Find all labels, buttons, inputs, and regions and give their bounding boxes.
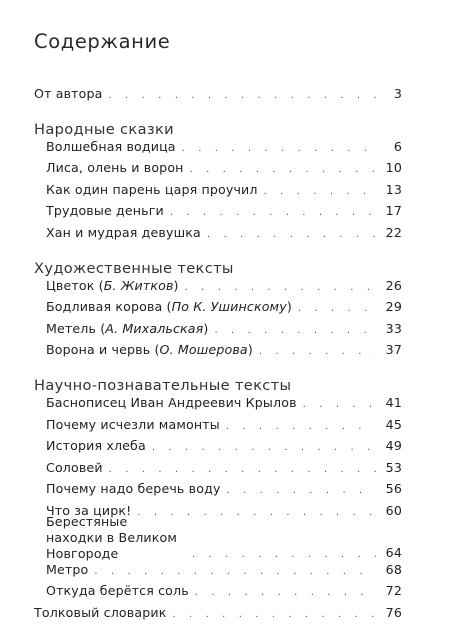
dot-leader [214,325,376,336]
page-number: 72 [385,583,402,599]
page-number: 49 [385,438,402,454]
entry-title [46,562,94,577]
page-number: 29 [385,299,402,315]
entry-author: А. Михальская [105,320,204,336]
dot-leader [226,421,376,432]
entry-title [46,583,195,598]
toc-entry [46,160,402,182]
toc-entry [46,583,402,605]
toc-entry [46,460,402,482]
entry-title [34,605,172,620]
toc-entry [46,139,402,161]
page-number: 76 [385,604,402,620]
page-number: 26 [385,277,402,293]
toc-entry [46,513,402,562]
dot-leader [172,609,376,620]
toc-entry [46,342,402,364]
toc-entry [46,438,402,460]
entry-title-text: Хан и мудрая девушка [46,224,201,240]
page-number: 22 [385,224,402,240]
entry-title [46,514,192,562]
toc-entry [46,562,402,584]
dot-leader [192,549,376,562]
dot-leader [182,143,376,154]
dot-leader [227,485,376,496]
entry-title-text: История хлеба [46,438,146,454]
entry-title-text: Баснописец Иван Андреевич Крылов [46,394,297,410]
entry-title [46,460,109,475]
table-of-contents [34,86,402,626]
entry-title-text: Почему исчезли мамонты [46,416,220,432]
entry-title-text: Трудовые деньги [46,203,164,219]
entry-title: Ворона и червь (О. Мошерова) [46,342,253,358]
page-number: 60 [385,502,402,518]
entry-title-text: Почему надо беречь воду [46,481,221,497]
toc-entry [46,203,402,225]
dot-leader [259,346,376,357]
page-number: 45 [385,416,402,432]
toc-entry [46,182,402,204]
page-number: 13 [385,181,402,197]
toc-entry [46,417,402,439]
dot-leader [207,229,376,240]
entry-title [46,417,226,432]
section-heading: Научно-познавательные тексты [34,376,292,394]
entry-title-text: Метро [46,561,89,577]
entry-title [46,438,152,453]
dot-leader [303,399,376,410]
toc-entry [46,481,402,503]
toc-entry [46,395,402,417]
toc-top-entry [34,86,402,108]
entry-title-text: От автора [34,86,103,101]
entry-title-text: Что за цирк! [46,502,132,518]
entry-title: Бодливая корова (По К. Ушинскому) [46,299,292,315]
page-number: 6 [393,138,402,154]
dot-leader [109,90,377,101]
page-number: 56 [385,481,402,497]
page-number: 10 [385,160,402,176]
entry-title: Цветок (Б. Житков) [46,277,179,293]
entry-title [46,160,190,175]
dot-leader [195,587,376,598]
entry-author: О. Мошерова [159,342,248,358]
section-heading: Народные сказки [34,120,174,138]
page-number: 64 [385,544,402,560]
dot-leader [170,207,376,218]
entry-title-text: Лиса, олень и ворон [46,160,184,176]
entry-title: Метель (А. Михальская) [46,320,209,336]
entry-title-text: Метель [46,320,97,336]
dot-leader [94,566,376,577]
entry-author: Б. Житков [103,277,174,293]
entry-title [46,139,182,154]
toc-entry [46,299,402,321]
entry-title-text: Цветок [46,277,95,293]
entry-title [46,182,264,197]
entry-title-text: Толковый словарик [34,604,167,620]
page-number: 17 [385,203,402,219]
entry-title [46,481,227,496]
entry-title [46,225,207,240]
entry-title-text: Как один парень царя проучил [46,181,258,197]
entry-title [46,395,303,410]
entry-author: По К. Ушинскому [171,299,287,315]
entry-title [46,203,170,218]
entry-title-text: Волшебная водица [46,138,176,154]
dot-leader [185,282,376,293]
page-number: 37 [385,342,402,358]
entry-title-text: Ворона и червь [46,342,151,358]
page-number: 3 [393,86,402,101]
section-heading: Художественные тексты [34,259,234,277]
page-number: 33 [385,320,402,336]
page-title: Содержание [34,30,171,53]
page-number: 68 [385,561,402,577]
dot-leader [109,464,376,475]
toc-top-entry [34,605,402,627]
toc-entry [46,278,402,300]
dot-leader [264,186,376,197]
entry-title [34,86,109,101]
toc-entry [46,321,402,343]
page-number: 41 [385,394,402,410]
dot-leader [137,507,376,518]
page-number: 53 [385,459,402,475]
toc-entry [46,225,402,247]
dot-leader [152,442,376,453]
entry-title-text: Берестяные находки в Великом Новгороде [46,513,178,561]
entry-title-text: Бодливая корова [46,299,163,315]
entry-title-text: Откуда берётся соль [46,583,189,599]
dot-leader [190,164,376,175]
entry-title-text: Соловей [46,459,103,475]
dot-leader [298,303,376,314]
